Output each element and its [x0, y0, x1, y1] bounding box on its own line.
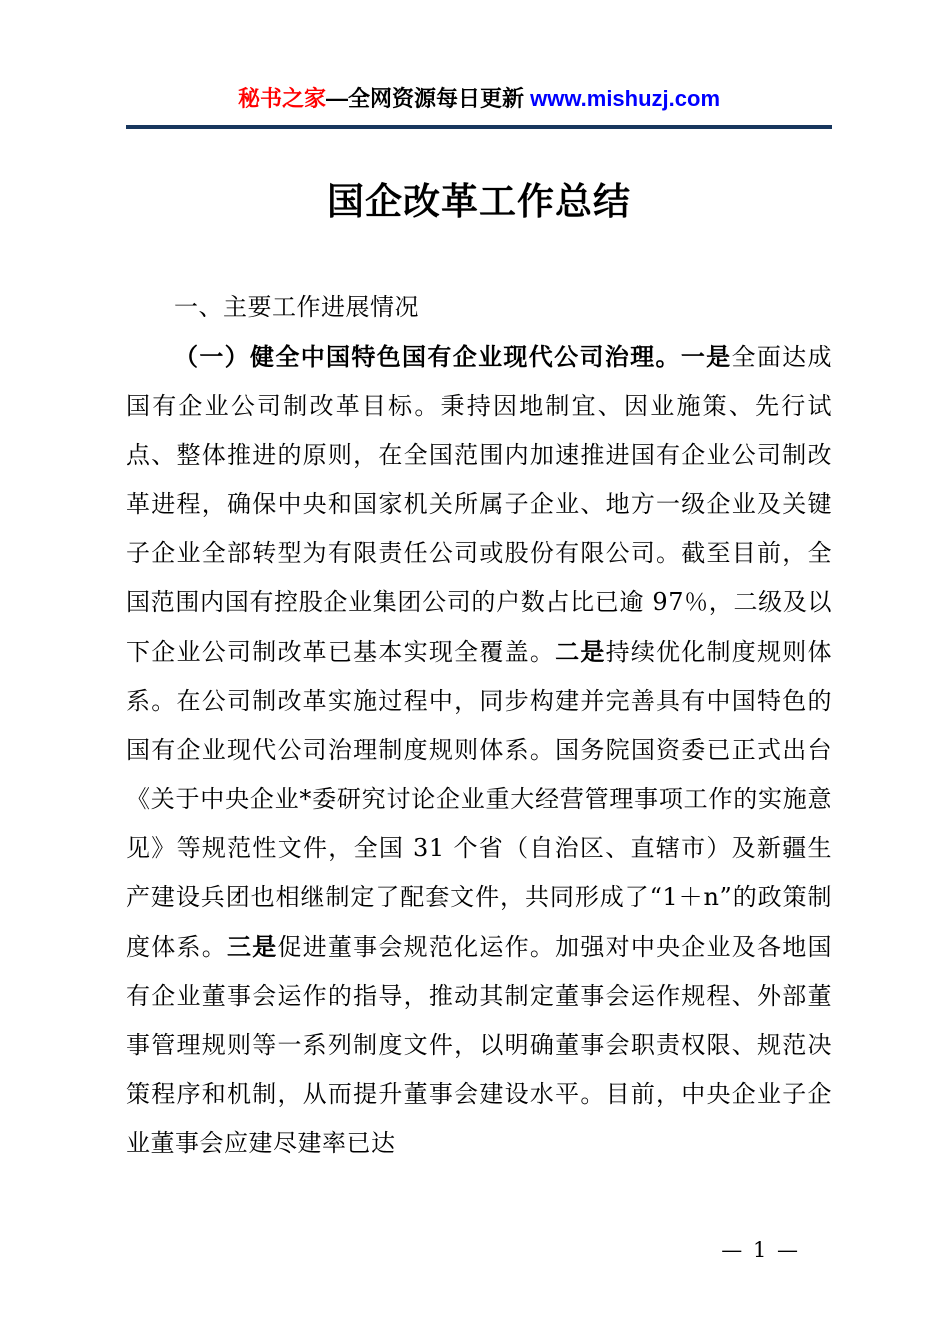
site-name: 秘书之家 — [237, 86, 326, 111]
document-title: 国企改革工作总结 — [327, 179, 631, 223]
marker-third-bold: 三是 — [226, 932, 278, 961]
marker-first-bold: 一是 — [680, 342, 732, 371]
section-heading: 一、主要工作进展情况 — [174, 293, 419, 321]
site-url-link[interactable]: www.mishuzj.com — [530, 86, 721, 111]
paragraph-text-1: 全面达成国有企业公司制改革目标。秉持因地制宜、因业施策、先行试点、整体推进的原则，在全国范围内加速推进国有企业公司制改革进程，确保中央和国家机关所属子企业、地方一级企业及关键子企业全部转型为有限责任公司或股份有限公司。截至目前，全国范围内国有控股企业集团公司的户数占比已逾 97％，二级及以下企业公司制改革已基本实现全覆盖。 — [126, 343, 833, 666]
paragraph-text-2: 持续优化制度规则体系。在公司制改革实施过程中，同步构建并完善具有中国特色的国有企业现代公司治理制度规则体系。国务院国资委已正式出台《关于中央企业*委研究讨论企业重大经营管理事项工作的实施意见》等规范性文件，全国 31 个省（自治区、直辖市）及新疆生产建设兵团也相继制定了配套文件，共同形成了“1＋n”的政策制度体系。 — [126, 638, 833, 961]
site-tagline: —全网资源每日更新 — [326, 86, 531, 111]
paragraph-lead-bold: （一）健全中国特色国有企业现代公司治理。 — [174, 342, 681, 371]
paragraph-text-3: 促进董事会规范化运作。加强对中央企业及各地国有企业董事会运作的指导，推动其制定董事会运作规程、外部董事管理规则等一系列制度文件，以明确董事会职责权限、规范决策程序和机制，从而提升董事会建设水平。目前，中央企业子企业董事会应建尽建率已达 — [126, 933, 833, 1157]
page-number: — 1 — — [721, 1238, 800, 1262]
body-paragraph — [126, 332, 832, 1168]
site-header — [126, 85, 832, 129]
marker-second-bold: 二是 — [555, 637, 606, 666]
